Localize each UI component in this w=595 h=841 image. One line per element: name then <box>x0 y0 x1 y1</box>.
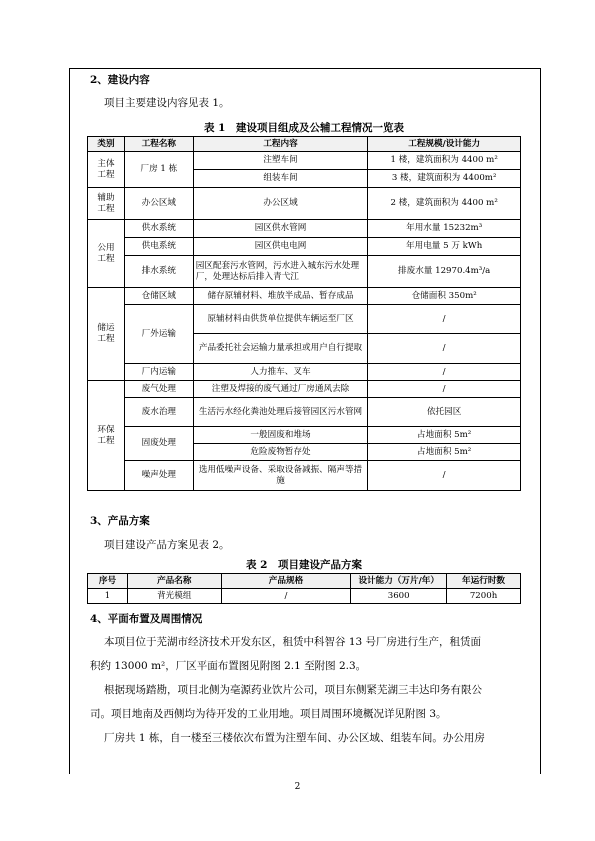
category-cell: 辅助 工程 <box>88 188 125 220</box>
project-name-cell: 固废处理 <box>124 427 193 461</box>
scale-cell: / <box>368 381 521 398</box>
table2-header: 序号 <box>88 574 128 589</box>
table2 <box>87 573 521 604</box>
content-cell: 原辅材料由供货单位提供车辆运至厂区 <box>193 305 368 334</box>
project-name-cell: 排水系统 <box>124 256 193 288</box>
table2-cell: 7200h <box>447 589 521 604</box>
category-cell: 主体 工程 <box>88 152 125 188</box>
table1-caption: 表 1 建设项目组成及公辅工程情况一览表 <box>204 122 404 134</box>
scale-cell: 占地面积 5m² <box>368 444 521 461</box>
section-heading-layout: 4、平面布置及周围情况 <box>90 613 203 625</box>
table1 <box>87 136 521 491</box>
layout-paragraph-line: 本项目位于芜湖市经济技术开发东区，租赁中科智谷 13 号厂房进行生产，租赁面 <box>104 636 482 648</box>
project-name-cell: 厂外运输 <box>124 305 193 364</box>
scale-cell: 2 楼，建筑面积为 4400 m² <box>368 188 521 220</box>
table1-header: 工程名称 <box>124 137 193 152</box>
project-name-cell: 厂房 1 栋 <box>124 152 193 188</box>
layout-paragraph-line: 司。项目地南及西侧均为待开发的工业用地。项目周围环境概况详见附图 3。 <box>90 708 447 720</box>
project-name-cell: 废水治理 <box>124 398 193 427</box>
scale-cell: 3 楼，建筑面积为 4400m² <box>368 170 521 188</box>
table1-header: 工程规模/设计能力 <box>368 137 521 152</box>
table2-cell: 3600 <box>351 589 447 604</box>
content-cell: 园区供水管网 <box>193 220 368 238</box>
table1-header: 工程内容 <box>193 137 368 152</box>
scale-cell: 年用水量 15232m³ <box>368 220 521 238</box>
table2-cell: 背光模组 <box>127 589 221 604</box>
project-name-cell: 仓储区域 <box>124 288 193 305</box>
product-intro: 项目建设产品方案见表 2。 <box>104 539 230 551</box>
table2-header: 产品名称 <box>127 574 221 589</box>
table2-caption: 表 2 项目建设产品方案 <box>246 559 362 571</box>
scale-cell: 年用电量 5 万 kWh <box>368 238 521 256</box>
project-name-cell: 办公区域 <box>124 188 193 220</box>
layout-paragraph-line: 厂房共 1 栋，自一楼至三楼依次布置为注塑车间、办公区域、组装车间。办公用房 <box>104 732 485 744</box>
table2-header: 设计能力（万片/年） <box>351 574 447 589</box>
content-cell: 园区配套污水管网，污水进入城东污水处理厂，处理达标后排入青弋江 <box>193 256 368 288</box>
scale-cell: 依托园区 <box>368 398 521 427</box>
table1-header: 类别 <box>88 137 125 152</box>
table2-header: 年运行时数 <box>447 574 521 589</box>
scale-cell: 1 楼，建筑面积为 4400 m² <box>368 152 521 170</box>
project-name-cell: 厂内运输 <box>124 364 193 381</box>
section-heading-construction: 2、建设内容 <box>90 74 150 86</box>
project-name-cell: 噪声处理 <box>124 461 193 491</box>
category-cell: 储运 工程 <box>88 288 125 381</box>
project-name-cell: 废气处理 <box>124 381 193 398</box>
scale-cell: 仓储面积 350m² <box>368 288 521 305</box>
scale-cell: / <box>368 364 521 381</box>
content-cell: 危险废物暂存处 <box>193 444 368 461</box>
content-cell: 产品委托社会运输力量承担或用户自行提取 <box>193 334 368 364</box>
scale-cell: / <box>368 334 521 364</box>
content-cell: 组装车间 <box>193 170 368 188</box>
scale-cell: 占地面积 5m² <box>368 427 521 444</box>
table2-header: 产品规格 <box>221 574 351 589</box>
content-cell: 办公区域 <box>193 188 368 220</box>
content-cell: 人力推车、叉车 <box>193 364 368 381</box>
content-cell: 注塑及焊接的废气通过厂房通风去除 <box>193 381 368 398</box>
page-number: 2 <box>294 782 301 792</box>
content-cell: 储存原辅材料、堆放半成品、暂存成品 <box>193 288 368 305</box>
category-cell: 环保 工程 <box>88 381 125 491</box>
content-cell: 一般固废和堆场 <box>193 427 368 444</box>
category-cell: 公用 工程 <box>88 220 125 288</box>
content-cell: 选用低噪声设备、采取设备减振、隔声等措施 <box>193 461 368 491</box>
table2-cell: / <box>221 589 351 604</box>
scale-cell: 排废水量 12970.4m³/a <box>368 256 521 288</box>
content-cell: 注塑车间 <box>193 152 368 170</box>
layout-paragraph-line: 积约 13000 m²，厂区平面布置图见附图 2.1 至附图 2.3。 <box>90 660 367 672</box>
project-name-cell: 供电系统 <box>124 238 193 256</box>
project-name-cell: 供水系统 <box>124 220 193 238</box>
table2-cell: 1 <box>88 589 128 604</box>
layout-paragraph-line: 根据现场踏勘，项目北侧为亳源药业饮片公司，项目东侧紧芜湖三丰达印务有限公 <box>104 684 482 696</box>
scale-cell: / <box>368 305 521 334</box>
content-cell: 生活污水经化粪池处理后接管园区污水管网 <box>193 398 368 427</box>
construction-intro: 项目主要建设内容见表 1。 <box>104 97 230 109</box>
section-heading-product: 3、产品方案 <box>90 515 150 527</box>
scale-cell: / <box>368 461 521 491</box>
content-cell: 园区供电电网 <box>193 238 368 256</box>
